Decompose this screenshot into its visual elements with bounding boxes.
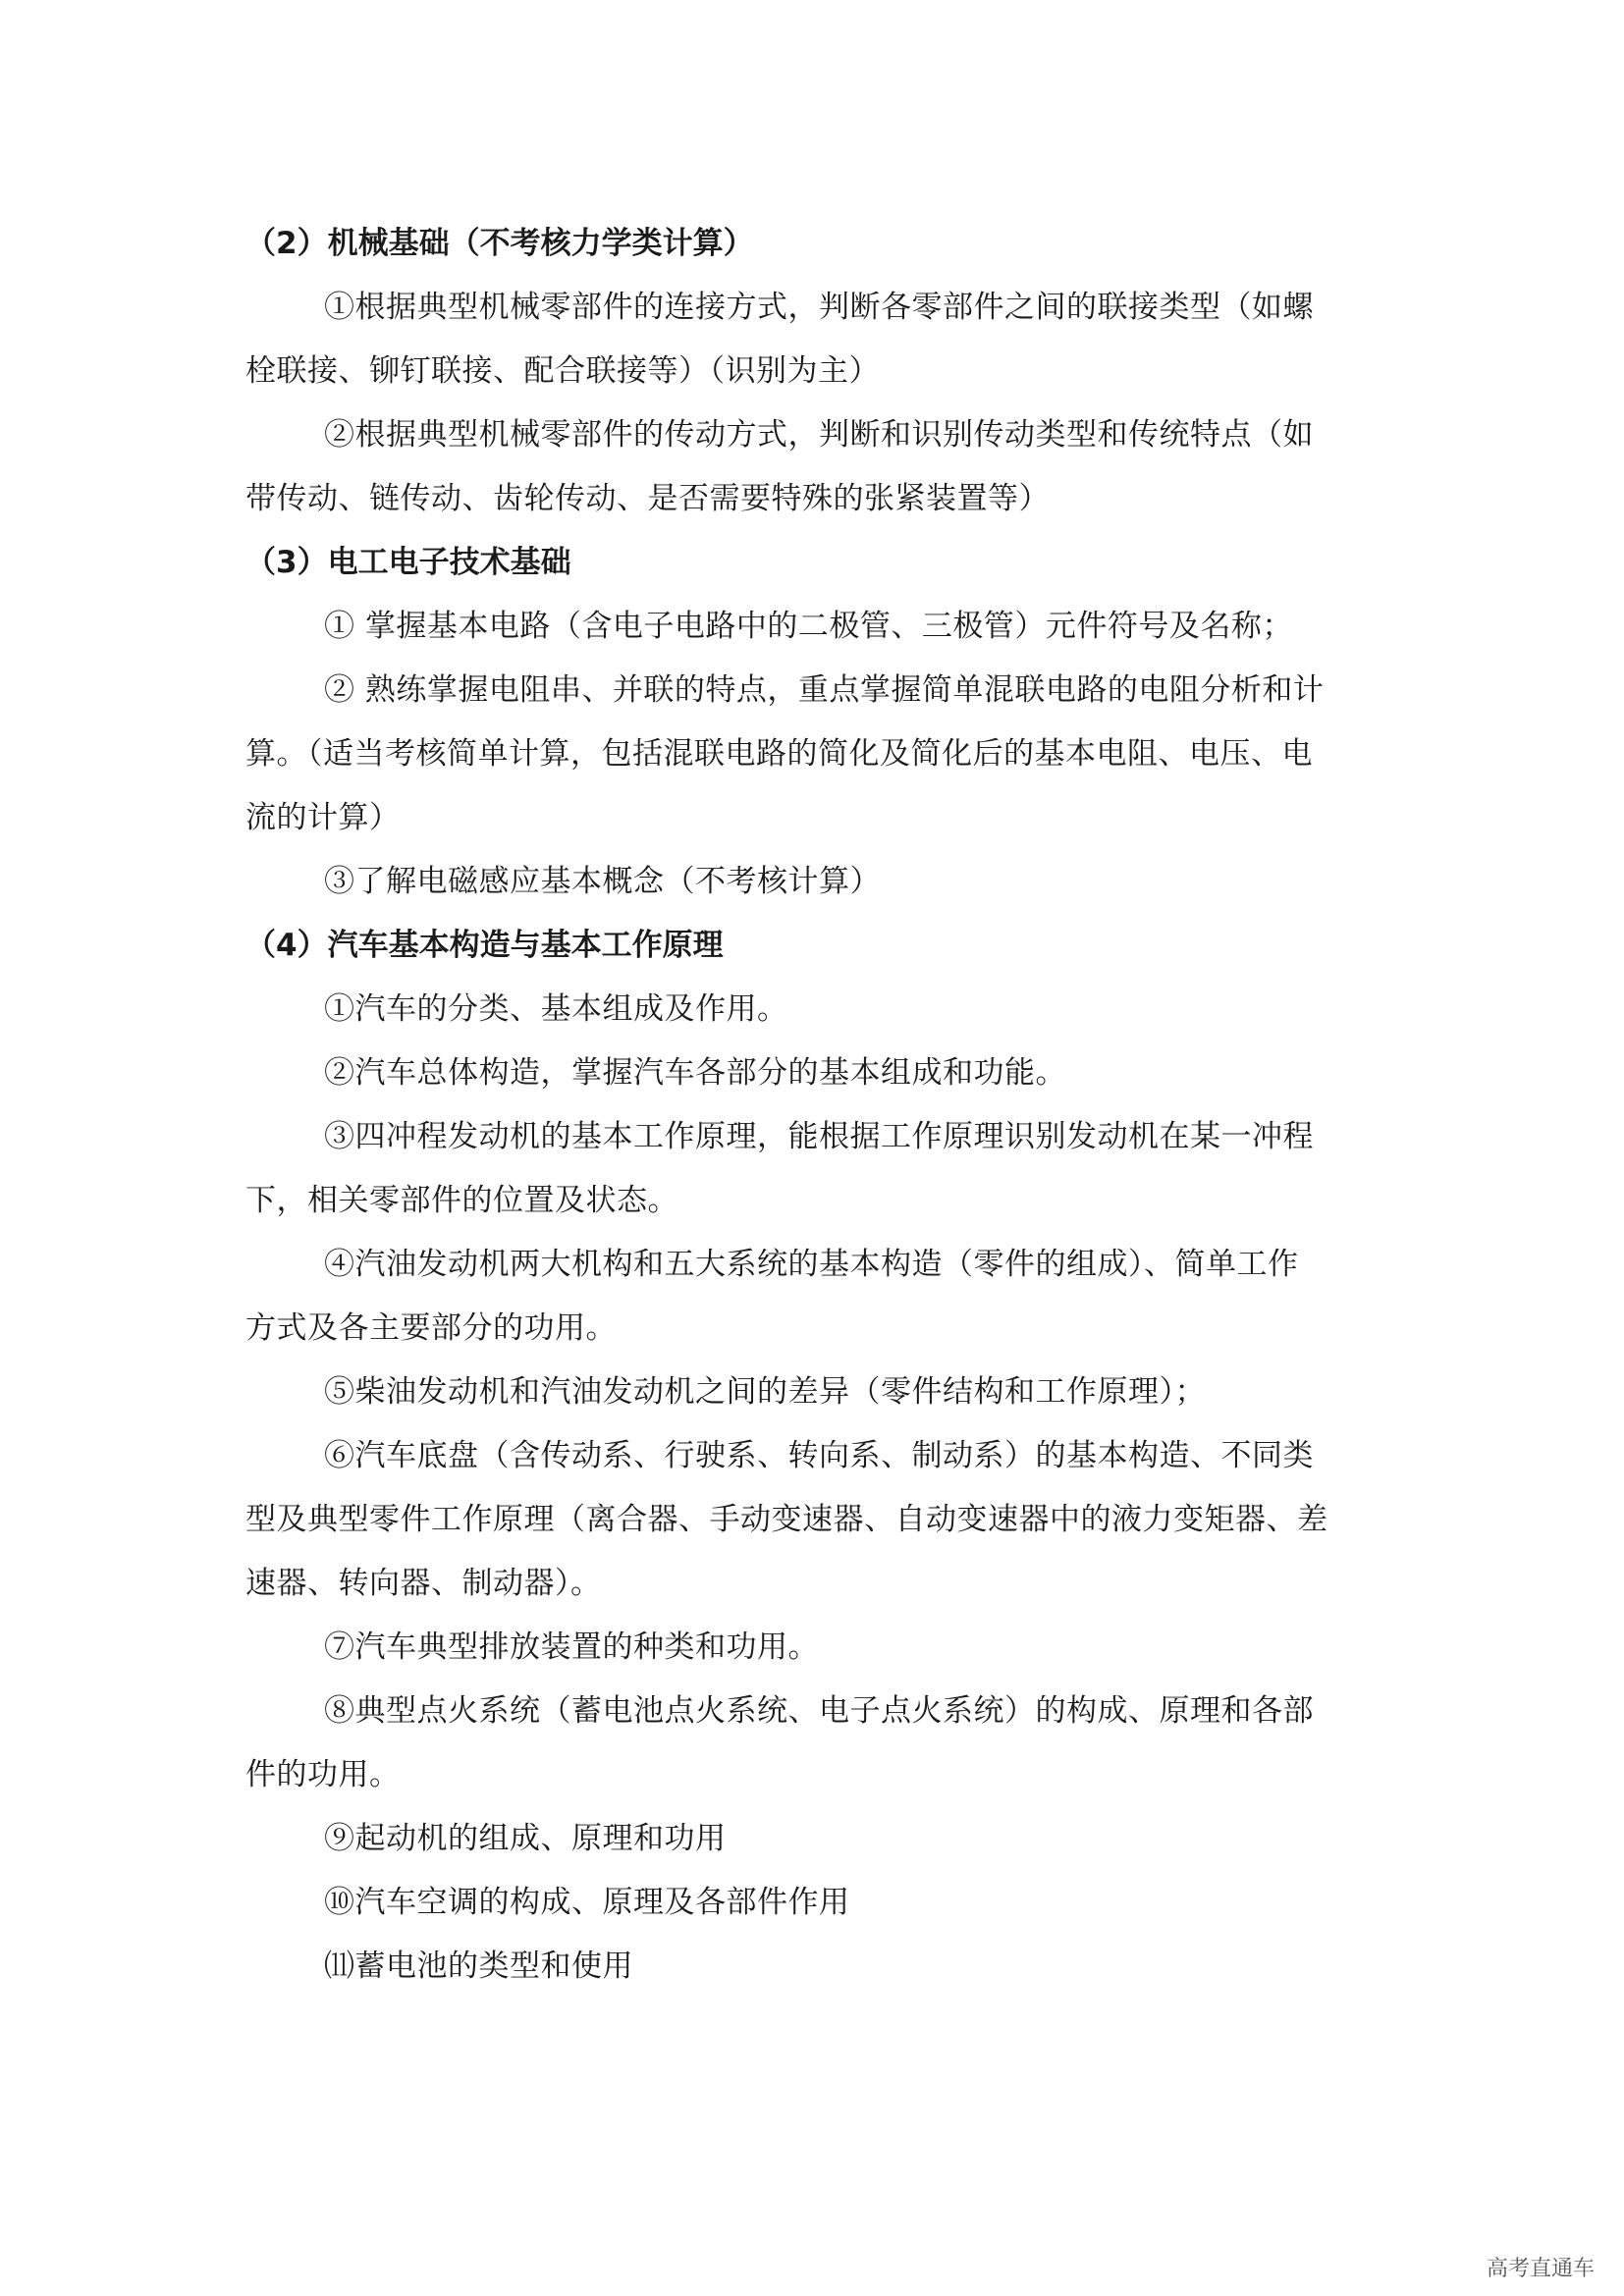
item-line: 流的计算） xyxy=(245,800,401,835)
list-item xyxy=(245,276,1384,403)
item-line: ② 熟练掌握电阻串、并联的特点，重点掌握简单混联电路的电阻分析和计 xyxy=(324,672,1325,708)
item-line: ① 掌握基本电路（含电子电路中的二极管、三极管）元件符号及名称； xyxy=(324,609,1293,644)
list-item xyxy=(245,659,1384,850)
item-line: ⑾蓄电池的类型和使用 xyxy=(324,1949,633,1984)
item-line: 型及典型零件工作原理（离合器、手动变速器、自动变速器中的液力变矩器、差 xyxy=(245,1502,1328,1537)
item-line: ②根据典型机械零部件的传动方式，判断和识别传动类型和传统特点（如 xyxy=(324,417,1314,453)
item-line: ①根据典型机械零部件的连接方式，判断各零部件之间的联接类型（如螺 xyxy=(324,290,1314,325)
section-heading-electrical: （3）电工电子技术基础 xyxy=(245,545,571,580)
list-item xyxy=(245,1105,1384,1233)
item-line: 方式及各主要部分的功用。 xyxy=(245,1310,617,1346)
section-heading-automotive: （4）汽车基本构造与基本工作原理 xyxy=(245,928,724,963)
list-item xyxy=(245,1871,1384,1935)
list-item xyxy=(245,1233,1384,1361)
item-line: ③了解电磁感应基本概念（不考核计算） xyxy=(324,864,881,899)
item-line: ⑨起动机的组成、原理和功用 xyxy=(324,1821,727,1856)
section-heading-mechanical: （2）机械基础（不考核力学类计算） xyxy=(245,226,754,261)
list-item xyxy=(245,1935,1384,1999)
item-line: 栓联接、铆钉联接、配合联接等）（识别为主） xyxy=(245,353,880,389)
list-item xyxy=(245,1680,1384,1807)
item-line: ⑤柴油发动机和汽油发动机之间的差异（零件结构和工作原理）； xyxy=(324,1374,1206,1410)
item-line: 带传动、链传动、齿轮传动、是否需要特殊的张紧装置等） xyxy=(245,481,1050,516)
list-item xyxy=(245,403,1384,531)
item-line: ⑧典型点火系统（蓄电池点火系统、电子点火系统）的构成、原理和各部 xyxy=(324,1693,1314,1729)
item-line: 速器、转向器、制动器）。 xyxy=(245,1566,602,1601)
item-line: ⑦汽车典型排放装置的种类和功用。 xyxy=(324,1629,819,1665)
list-item xyxy=(245,1807,1384,1871)
list-item xyxy=(245,595,1384,659)
item-line: ⑥汽车底盘（含传动系、行驶系、转向系、制动系）的基本构造、不同类 xyxy=(324,1438,1314,1473)
item-line: ①汽车的分类、基本组成及作用。 xyxy=(324,991,788,1027)
list-item xyxy=(245,1361,1384,1424)
item-line: ②汽车总体构造，掌握汽车各部分的基本组成和功能。 xyxy=(324,1055,1066,1091)
item-line: 件的功用。 xyxy=(245,1757,401,1792)
document-body xyxy=(245,212,1384,1999)
item-line: ⑩汽车空调的构成、原理及各部件作用 xyxy=(324,1885,850,1920)
list-item xyxy=(245,1616,1384,1680)
item-line: ③四冲程发动机的基本工作原理，能根据工作原理识别发动机在某一冲程 xyxy=(324,1119,1314,1154)
list-item xyxy=(245,978,1384,1041)
list-item xyxy=(245,850,1384,914)
item-line: 算。（适当考核简单计算，包括混联电路的简化及简化后的基本电阻、电压、电 xyxy=(245,736,1313,772)
item-line: ④汽油发动机两大机构和五大系统的基本构造（零件的组成）、简单工作 xyxy=(324,1247,1299,1282)
watermark-text: 高考直通车 xyxy=(1486,2257,1595,2281)
item-line: 下，相关零部件的位置及状态。 xyxy=(245,1183,678,1218)
list-item xyxy=(245,1424,1384,1616)
list-item xyxy=(245,1041,1384,1105)
